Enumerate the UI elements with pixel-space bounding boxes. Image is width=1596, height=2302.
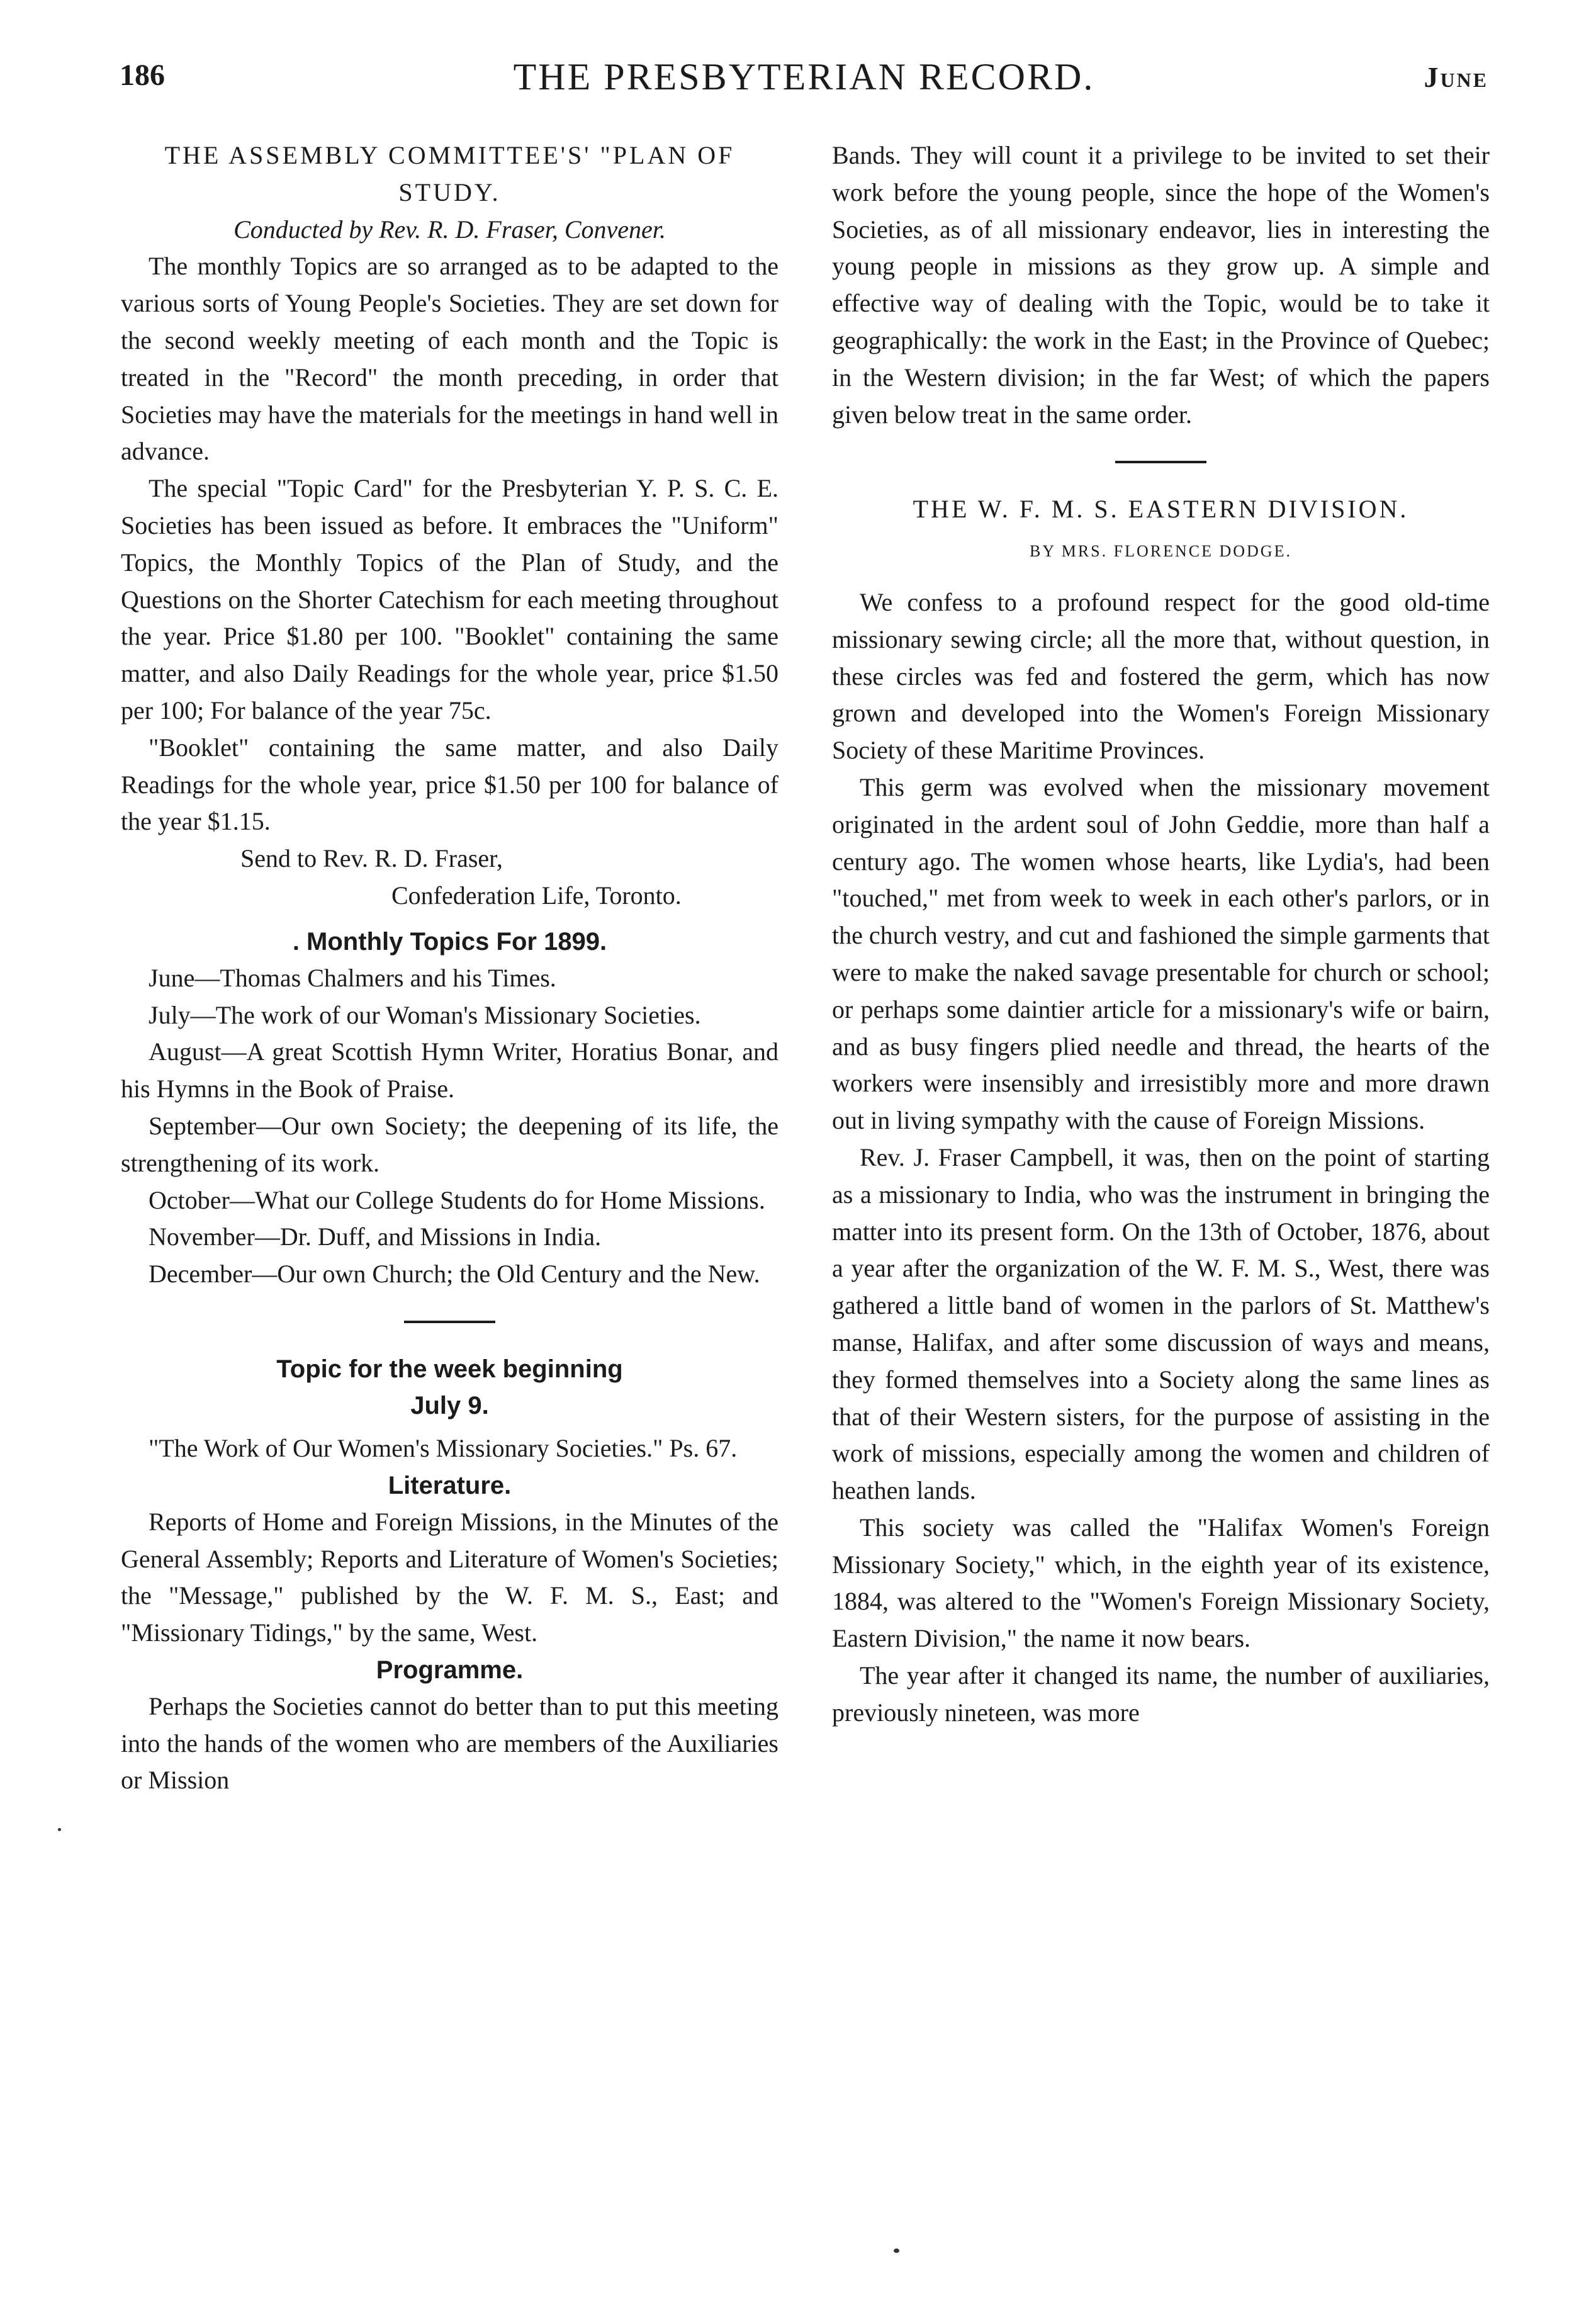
topic-item: October—What our College Students do for Home Missions. (149, 1185, 765, 1214)
send-to-line: Send to Rev. R. D. Fraser, (240, 844, 503, 873)
right-column (832, 137, 1490, 1732)
topic-item: July—The work of our Woman's Missionary Societies. (149, 1000, 701, 1029)
page-number: 186 (120, 59, 165, 92)
programme-text: Perhaps the Societies cannot do better than to put this meeting into the hands of the women who are members of the Auxiliaries or Mission (121, 1691, 778, 1795)
literature-heading: Literature. (388, 1471, 512, 1499)
print-speck (58, 1828, 61, 1831)
topic-item: December—Our own Church; the Old Century and the New. (149, 1260, 760, 1289)
topic-week-date: July 9. (410, 1391, 489, 1419)
paragraph: The year after it changed its name, the number of auxiliaries, previously nineteen, was more (832, 1661, 1490, 1727)
paragraph: The monthly Topics are so arranged as to be adapted to the various sorts of Young People's Societies. They are set down for the second weekly meeting of each month and the Topic is treated in the "Record" the month preceding, in order that Societies may have the materials for the meetings in hand well in advance. (121, 252, 778, 466)
wfms-eastern-heading: THE W. F. M. S. EASTERN DIVISION. (913, 495, 1409, 524)
header-month: June (1424, 61, 1488, 93)
plan-of-study-heading: THE ASSEMBLY COMMITTEE'S' "PLAN OF STUDY. (164, 141, 735, 206)
paragraph: This germ was evolved when the missionary movement originated in the ardent soul of John Geddie, more than half a century ago. The women whose hearts, like Lydia's, had been "touched," met from week to week in each other's parlors, or in the church vestry, and cut and fashioned the simple garments that were to make the naked savage presentable for church or school; or perhaps some daintier article for a missionary's wife or bairn, and as busy fingers plied needle and thread, the hearts of the workers were insensibly and irresistibly more and more drawn out in living sympathy with the cause of Foreign Missions. (832, 772, 1490, 1135)
topic-item: November—Dr. Duff, and Missions in India. (149, 1222, 602, 1251)
paragraph: Rev. J. Fraser Campbell, it was, then on the point of starting as a missionary to India, who was the instrument in bringing the matter into its present form. On the 13th of October, 1876, about a year after the organization of the W. F. M. S., West, there was gathered a little band of women in the parlors of St. Matthew's manse, Halifax, and after some discussion of ways and means, they formed themselves into a Society along the same lines as that of their Western sisters, for the purpose of assisting in the work of missions, especially among the women and children of heathen lands. (832, 1143, 1490, 1505)
topic-item: August—A great Scottish Hymn Writer, Horatius Bonar, and his Hymns in the Book of Praise. (121, 1037, 778, 1103)
author-byline: BY MRS. FLORENCE DODGE. (1030, 542, 1292, 561)
section-divider (404, 1321, 495, 1323)
paragraph: "Booklet" containing the same matter, and also Daily Readings for the whole year, price $1.50 per 100 for balance of the year $1.15. (121, 733, 778, 836)
section-divider (1115, 461, 1206, 463)
topic-item: June—Thomas Chalmers and his Times. (149, 963, 556, 992)
topic-week-heading: Topic for the week beginning (276, 1355, 623, 1383)
topic-item: September—Our own Society; the deepening of its life, the strengthening of its work. (121, 1111, 778, 1177)
paragraph: We confess to a profound respect for the good old-time missionary sewing circle; all the more that, without question, in these circles was fed and fostered the germ, which has now grown and developed into the Women's Foreign Missionary Society of these Maritime Provinces. (832, 587, 1490, 765)
print-speck (894, 2248, 899, 2253)
paragraph: Bands. They will count it a privilege to be invited to set their work before the young people, since the hope of the Women's Societies, as of all missionary endeavor, lies in interesting the young people in missions as they grow up. A simple and effective way of dealing with the Topic, would be to take it geographically: the work in the East; in the Province of Quebec; in the Western division; in the far West; of which the papers given below treat in the same order. (832, 141, 1490, 429)
convener-byline: Conducted by Rev. R. D. Fraser, Convener. (233, 215, 666, 244)
programme-heading: Programme. (376, 1656, 524, 1684)
paragraph: This society was called the "Halifax Women's Foreign Missionary Society," which, in the eighth year of its existence, 1884, was altered to the "Women's Foreign Missionary Society, Eastern Division," the name it now bears. (832, 1513, 1490, 1653)
left-column (121, 137, 778, 1799)
topic-text: "The Work of Our Women's Missionary Societies." Ps. 67. (149, 1433, 738, 1462)
address-line: Confederation Life, Toronto. (391, 881, 682, 910)
monthly-topics-heading: . Monthly Topics For 1899. (292, 927, 607, 956)
journal-title: THE PRESBYTERIAN RECORD. (513, 56, 1095, 98)
page-header (120, 55, 1488, 106)
literature-text: Reports of Home and Foreign Missions, in the Minutes of the General Assembly; Reports and Literature of Women's Societies; the "Message," published by the W. F. M. S., East; and "Missionary Tidings," by the same, West. (121, 1507, 778, 1647)
paragraph: The special "Topic Card" for the Presbyterian Y. P. S. C. E. Societies has been issued as before. It embraces the "Uniform" Topics, the Monthly Topics of the Plan of Study, and the Questions on the Shorter Catechism for each meeting throughout the year. Price $1.80 per 100. "Booklet" containing the same matter, and also Daily Readings for the whole year, price $1.50 per 100; For balance of the year 75c. (121, 474, 778, 725)
